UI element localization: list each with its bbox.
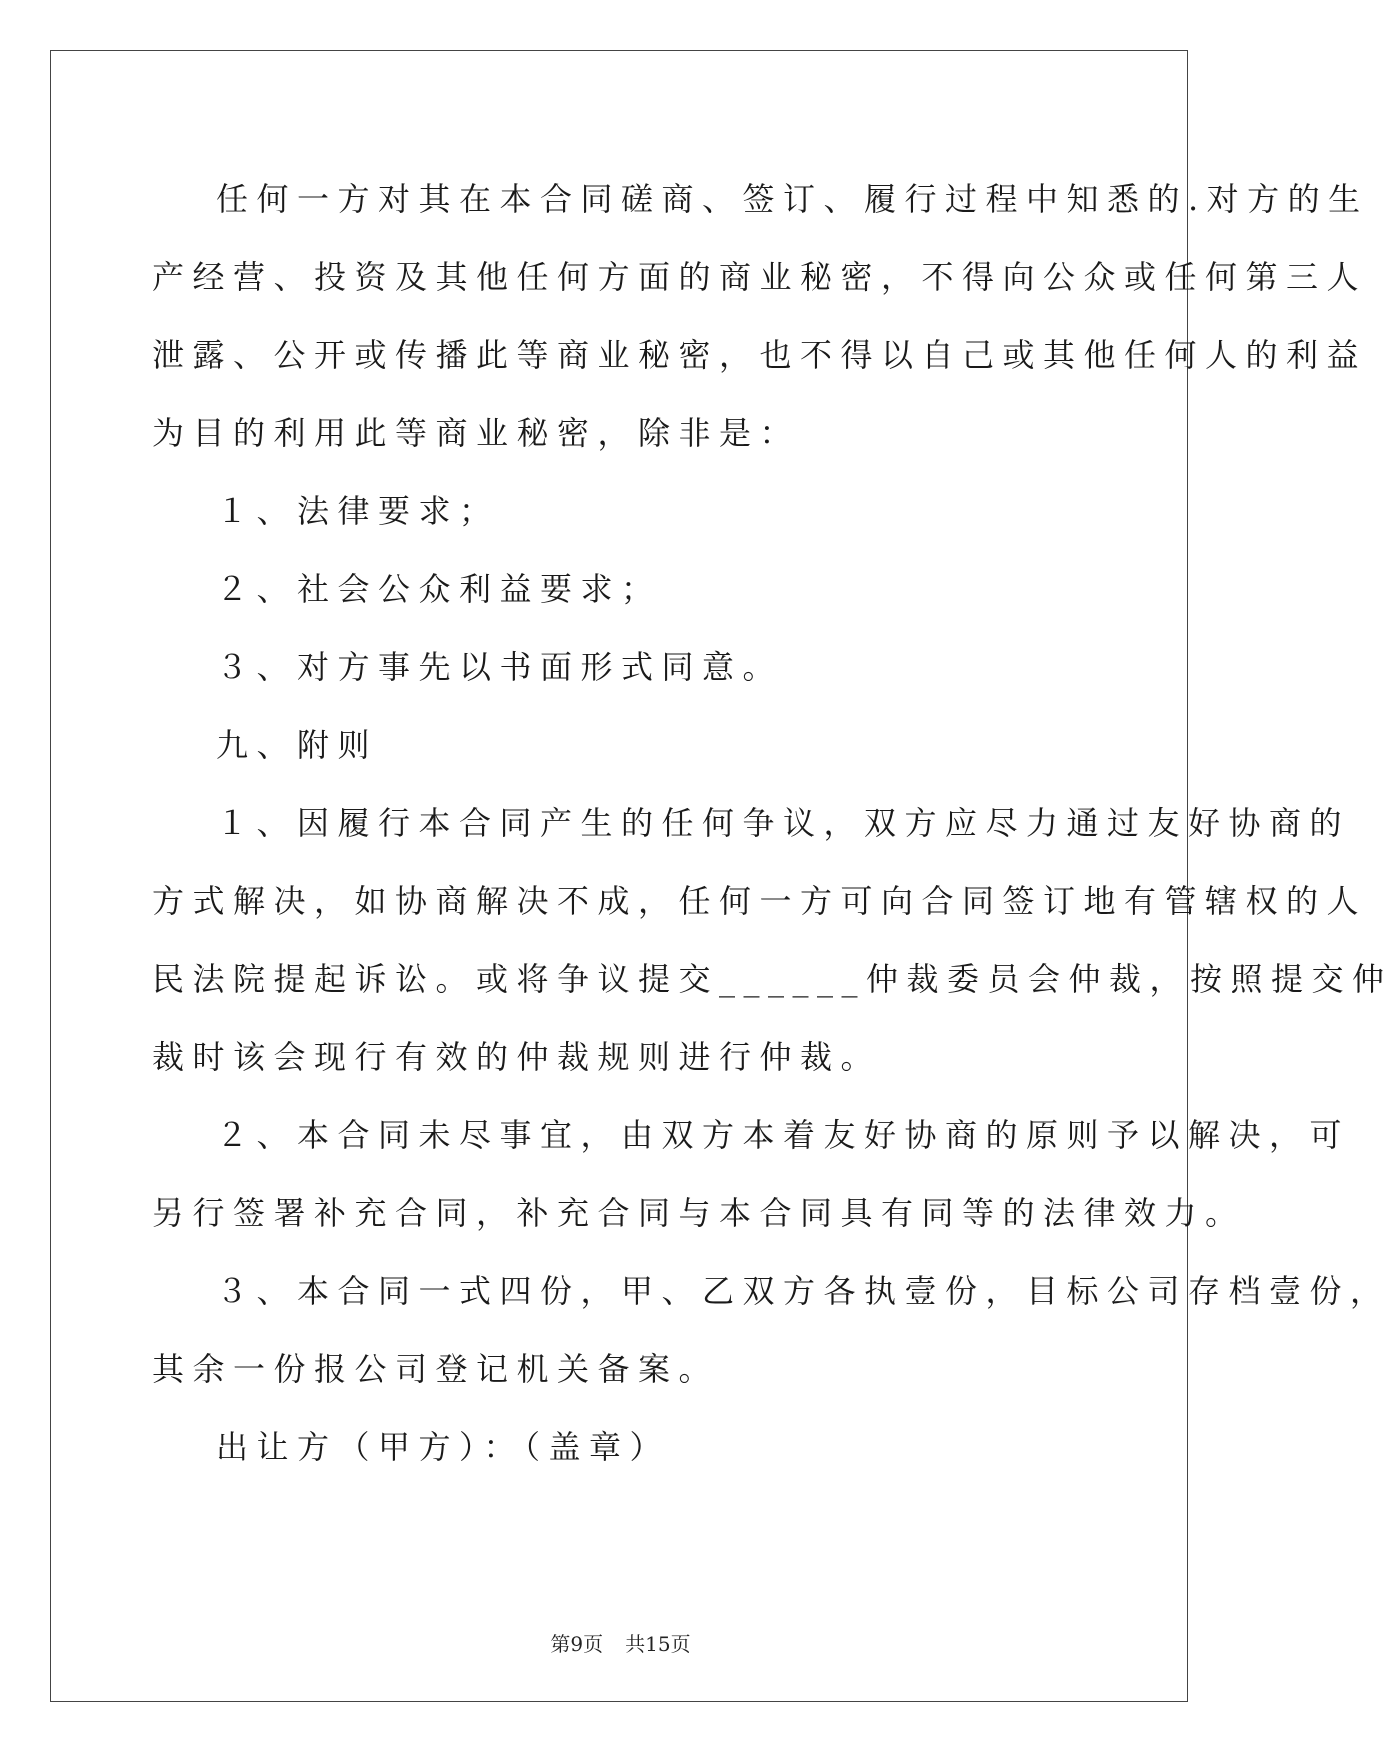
paragraph-line: ２、本合同未尽事宜，由双方本着友好协商的原则予以解决，可 — [216, 1116, 1351, 1154]
paragraph-line: 为目的利用此等商业秘密，除非是： — [152, 414, 801, 452]
paragraph-line: 裁时该会现行有效的仲裁规则进行仲裁。 — [152, 1038, 882, 1076]
document-body — [152, 160, 1393, 1486]
section-heading: 九、附则 — [216, 726, 379, 764]
paragraph-line: 另行签署补充合同，补充合同与本合同具有同等的法律效力。 — [152, 1194, 1246, 1232]
paragraph-line: ３、本合同一式四份，甲、乙双方各执壹份，目标公司存档壹份， — [216, 1272, 1391, 1310]
paragraph-line: 泄露、公开或传播此等商业秘密，也不得以自己或其他任何人的利益 — [152, 336, 1368, 374]
page-total: 共15页 — [625, 1632, 691, 1656]
paragraph-line: １、因履行本合同产生的任何争议，双方应尽力通过友好协商的 — [216, 804, 1351, 842]
list-item: ３、对方事先以书面形式同意。 — [216, 648, 784, 686]
paragraph-line: 民法院提起诉讼。或将争议提交______仲裁委员会仲裁，按照提交仲 — [152, 960, 1393, 998]
paragraph-line: 其余一份报公司登记机关备案。 — [152, 1350, 720, 1388]
paragraph-line: 产经营、投资及其他任何方面的商业秘密，不得向公众或任何第三人 — [152, 258, 1368, 296]
list-item: ２、社会公众利益要求； — [216, 570, 662, 608]
list-item: １、法律要求； — [216, 492, 500, 530]
paragraph-line: 任何一方对其在本合同磋商、签订、履行过程中知悉的.对方的生 — [216, 180, 1369, 218]
page-number: 第9页 — [550, 1632, 604, 1656]
signature-line: 出让方（甲方）：（盖章） — [216, 1428, 671, 1466]
page-footer — [0, 1628, 1241, 1657]
paragraph-line: 方式解决，如协商解决不成，任何一方可向合同签订地有管辖权的人 — [152, 882, 1368, 920]
